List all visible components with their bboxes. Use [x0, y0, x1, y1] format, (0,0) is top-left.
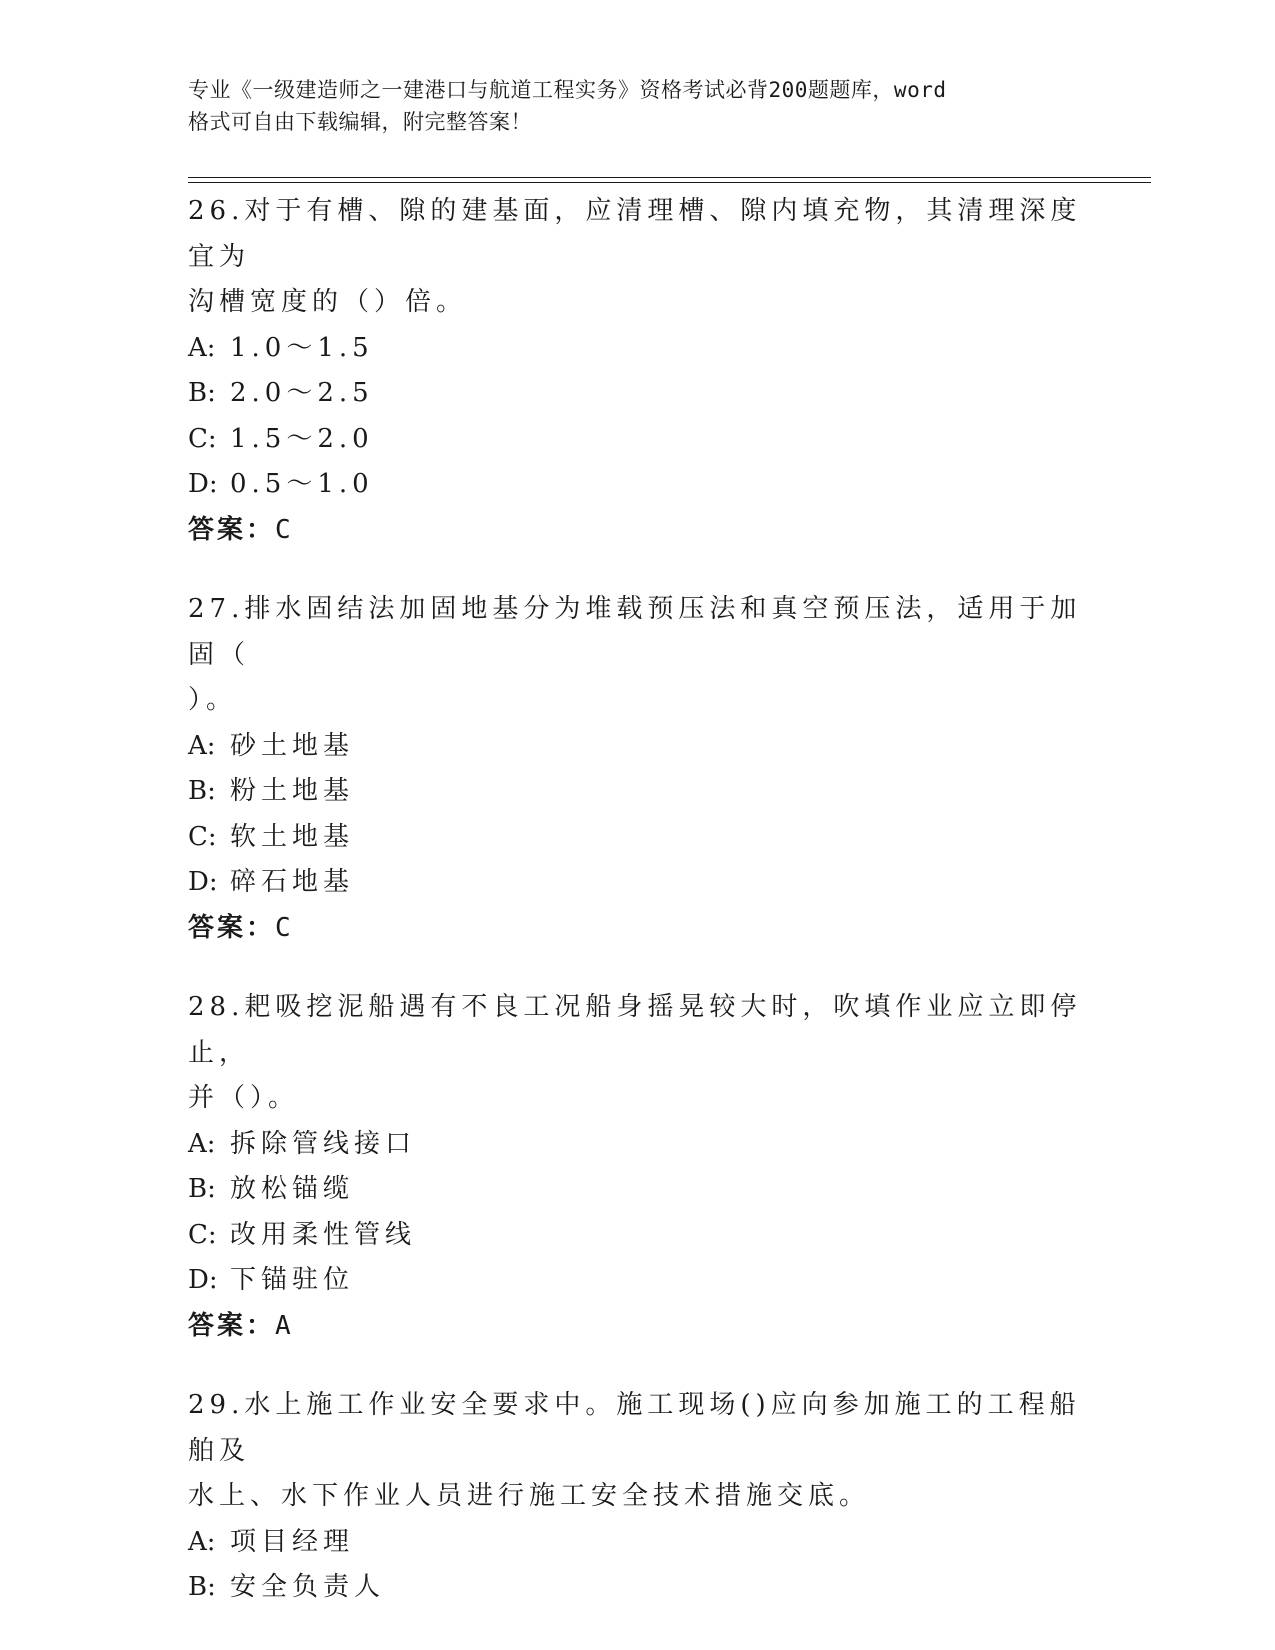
option-d: D: 碎石地基 — [188, 867, 355, 897]
option-a: A: 砂土地基 — [188, 730, 355, 761]
question-26 — [188, 189, 1088, 553]
question-28 — [188, 985, 1088, 1349]
option-c: C: 软土地基 — [188, 821, 355, 852]
header-divider-top — [188, 177, 1151, 178]
option-b: B: 粉土地基 — [188, 776, 355, 806]
answer: 答案：C — [188, 912, 294, 943]
option-c: C: 1.5～2.0 — [188, 423, 374, 454]
option-b: B: 2.0～2.5 — [188, 378, 374, 408]
option-c: C: 改用柔性管线 — [188, 1219, 417, 1250]
header-line-1: 专业《一级建造师之一建港口与航道工程实务》资格考试必背200题题库，word — [188, 78, 947, 102]
option-a: A: 项目经理 — [188, 1526, 355, 1557]
question-27 — [188, 587, 1088, 951]
question-29 — [188, 1383, 1088, 1611]
question-text: 28.耙吸挖泥船遇有不良工况船身摇晃较大时，吹填作业应立即停止， 并（）。 — [188, 992, 1082, 1113]
question-list — [188, 189, 1088, 1645]
question-text: 27.排水固结法加固地基分为堆载预压法和真空预压法，适用于加固（ ）。 — [188, 594, 1082, 715]
option-b: B: 放松锚缆 — [188, 1174, 355, 1204]
option-a: A: 拆除管线接口 — [188, 1128, 417, 1159]
option-b: B: 安全负责人 — [188, 1572, 386, 1602]
answer: 答案：C — [188, 514, 294, 545]
option-a: A: 1.0～1.5 — [188, 332, 374, 363]
question-text: 26.对于有槽、隙的建基面，应清理槽、隙内填充物，其清理深度宜为 沟槽宽度的（）倍。 — [188, 196, 1082, 317]
option-d: D: 0.5～1.0 — [188, 469, 374, 499]
header-divider-bottom — [188, 182, 1151, 183]
question-text: 29.水上施工作业安全要求中。施工现场()应向参加施工的工程船舶及 水上、水下作业人员进行施工安全技术措施交底。 — [188, 1390, 1081, 1511]
header-line-2: 格式可自由下载编辑，附完整答案！ — [188, 110, 532, 134]
answer: 答案：A — [188, 1310, 294, 1341]
option-d: D: 下锚驻位 — [188, 1265, 355, 1295]
document-header — [188, 74, 1068, 138]
